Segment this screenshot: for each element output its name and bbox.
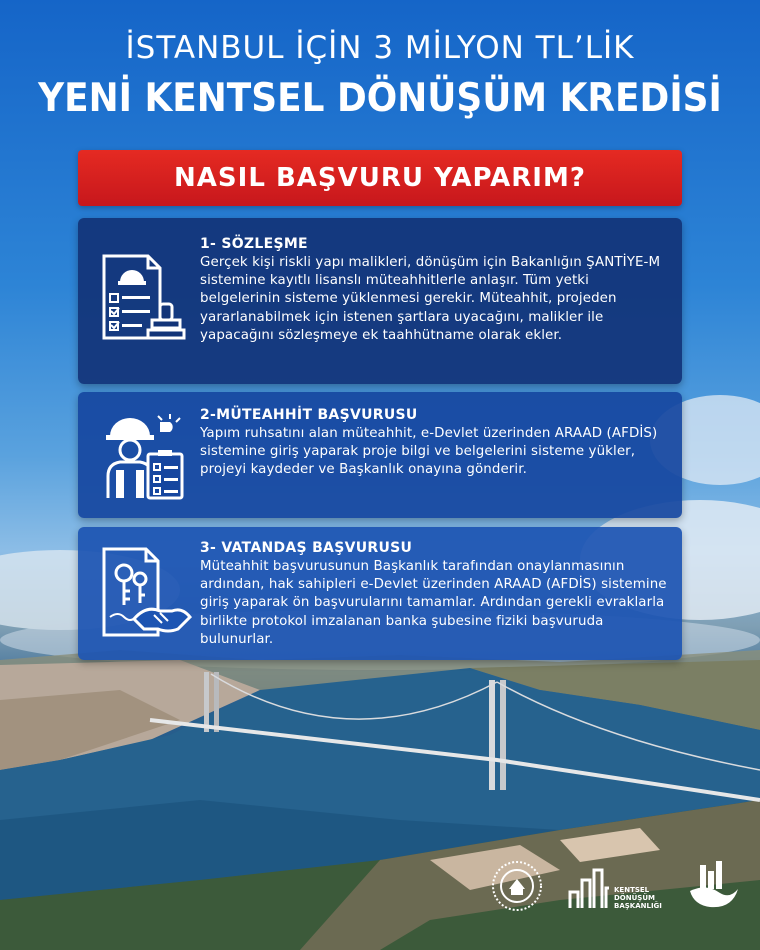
how-to-apply-banner [78,150,682,206]
logo2-line2: DÖNÜŞÜM [614,894,655,902]
headline-line-2: YENİ KENTSEL DÖNÜŞÜM KREDİSİ [38,76,722,121]
kentsel-donusum-baskanligi-logo [568,866,662,910]
key-handshake-document-icon [98,541,194,645]
contract-document-icon [98,248,186,350]
step-card-contract [78,218,682,384]
step-1-body: Gerçek kişi riskli yapı malikleri, dönüşüm için Bakanlığın ŞANTİYE-M sistemine kayıtlı lisanslı müteahhitlerle anlaşır. Tüm yetki belgelerinin sisteme yüklenmesi gerekir. Müteahhit, projeden yararlanabilmek için istenen şartlara uyacağını, malikler ile yapacağını sözleşmeye ek taahhütname olarak ekler. [200,255,661,343]
contractor-worker-icon [98,406,194,506]
step-1-heading: 1- SÖZLEŞME [200,236,308,252]
step-card-contractor-application [78,392,682,518]
logo2-line3: BAŞKANLIĞI [614,902,662,910]
footer-logos [490,848,740,928]
ministry-seal-logo [490,859,544,917]
headline-line-1: İSTANBUL İÇİN 3 MİLYON TL’LİK [125,30,635,66]
logo2-line1: KENTSEL [614,886,650,894]
step-3-heading: 3- VATANDAŞ BAŞVURUSU [200,540,413,556]
step-2-heading: 2-MÜTEAHHİT BAŞVURUSU [200,407,418,423]
step-card-citizen-application [78,527,682,660]
city-leaf-logo [686,859,742,917]
step-3-body: Müteahhit başvurusunun Başkanlık tarafından onaylanmasının ardından, hak sahipleri e-Devlet üzerinden ARAAD (AFDİS) sistemine giriş yaparak ön başvurularını tamamlar. Ardından gerekli evraklarla birlikte protokol imzalanan banka şubesine fiziki başvuruda bulunurlar. [200,559,667,647]
banner-label: NASIL BAŞVURU YAPARIM? [174,163,586,193]
step-2-body: Yapım ruhsatını alan müteahhit, e-Devlet üzerinden ARAAD (AFDİS) sistemine giriş yaparak proje bilgi ve belgelerini sisteme yükler, projeyi kaydeder ve Başkanlık onayına gönderir. [200,426,658,478]
